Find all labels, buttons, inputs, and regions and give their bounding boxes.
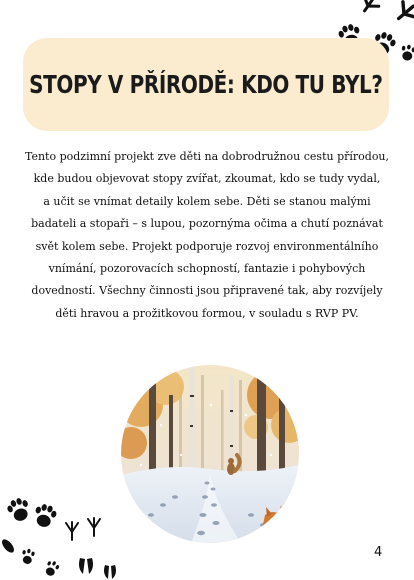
bird-track-icon <box>88 518 100 536</box>
bird-track-icon <box>392 0 414 26</box>
page-number: 4 <box>374 545 383 560</box>
paragraph-line: svět kolem sebe. Projekt podporuje rozvoj environmentálního <box>35 239 379 253</box>
paragraph-line: a učit se vnímat detaily kolem sebe. Děti se stanou malými <box>43 194 371 208</box>
paw-print-icon <box>5 496 33 524</box>
title-banner <box>23 38 389 131</box>
hoof-print-icon <box>104 565 116 579</box>
paragraph-line: děti hravou a prožitkovou formou, v souladu s RVP PV. <box>55 306 359 320</box>
bird-track-icon <box>357 0 381 16</box>
paragraph-line: dovedností. Všechny činnosti jsou připravené tak, aby rozvíjely <box>31 284 383 298</box>
paw-print-icon <box>32 502 58 529</box>
paragraph-line: vnímání, pozorovacích schopností, fantazie i pohybových <box>48 262 366 276</box>
paw-print-icon <box>0 537 16 554</box>
paragraph-line: kde budou objevovat stopy zvířat, zkoumat, kdo se tudy vydal, <box>33 172 381 186</box>
intro-paragraph <box>20 146 394 325</box>
hoof-print-icon <box>79 558 93 574</box>
paw-print-icon <box>21 548 36 565</box>
paw-print-icon <box>400 44 414 62</box>
page-title: STOPY V PŘÍRODĚ: KDO TU BYL? <box>29 70 383 99</box>
paw-print-icon <box>43 559 60 578</box>
paragraph-line: Tento podzimní projekt zve děti na dobrodružnou cestu přírodou, <box>24 150 390 163</box>
bottom-left-tracks <box>0 488 124 580</box>
paragraph-line: badateli a stopaři – s lupou, pozornýma očima a chutí poznávat <box>31 217 383 231</box>
bird-track-icon <box>66 522 78 540</box>
forest-illustration <box>121 365 299 543</box>
